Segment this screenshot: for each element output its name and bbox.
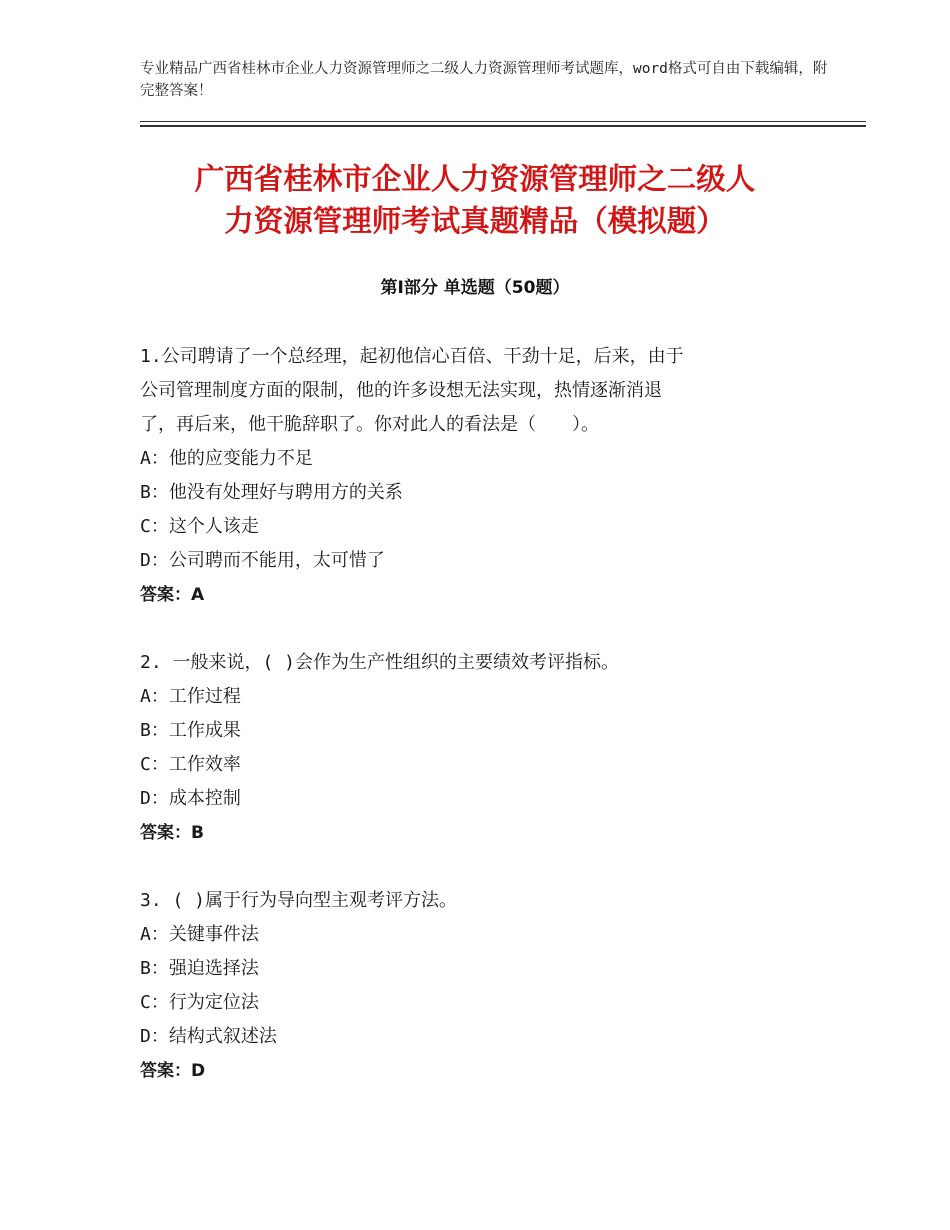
option-b: B：强迫选择法 — [140, 958, 259, 979]
question-2 — [140, 646, 820, 850]
question-stem-line: 公司管理制度方面的限制，他的许多设想无法实现，热情逐渐消退 — [140, 380, 662, 401]
option-b: B：他没有处理好与聘用方的关系 — [140, 482, 403, 503]
section-title: 第Ⅰ部分 单选题（50题） — [380, 278, 570, 298]
question-stem-line: 1.公司聘请了一个总经理，起初他信心百倍、干劲十足，后来，由于 — [140, 346, 684, 367]
answer-label: 答案：B — [140, 823, 204, 843]
option-a: A：关键事件法 — [140, 924, 259, 945]
option-c: C：这个人该走 — [140, 516, 259, 537]
option-c: C：工作效率 — [140, 754, 241, 775]
option-b: B：工作成果 — [140, 720, 241, 741]
answer-label: 答案：D — [140, 1061, 206, 1081]
header-rule-thick — [140, 125, 866, 127]
title-line-2: 力资源管理师考试真题精品（模拟题） — [224, 204, 726, 238]
document-title — [100, 158, 850, 242]
option-d: D：公司聘而不能用，太可惜了 — [140, 550, 385, 571]
option-c: C：行为定位法 — [140, 992, 259, 1013]
question-stem-line: 2. 一般来说，( )会作为生产性组织的主要绩效考评指标。 — [140, 652, 620, 673]
option-d: D：成本控制 — [140, 788, 241, 809]
header-note: 专业精品广西省桂林市企业人力资源管理师之二级人力资源管理师考试题库，word格式可自由下载编辑，附完整答案！ — [140, 61, 828, 99]
option-d: D：结构式叙述法 — [140, 1026, 277, 1047]
question-list — [140, 340, 820, 1122]
option-a: A：工作过程 — [140, 686, 241, 707]
question-stem-line: 了，再后来，他干脆辞职了。你对此人的看法是（ ）。 — [140, 414, 599, 435]
option-a: A：他的应变能力不足 — [140, 448, 313, 469]
header-rule-thin — [140, 121, 866, 122]
title-line-1: 广西省桂林市企业人力资源管理师之二级人 — [194, 162, 756, 196]
question-stem-line: 3. ( )属于行为导向型主观考评方法。 — [140, 890, 458, 911]
question-1 — [140, 340, 820, 612]
answer-label: 答案：A — [140, 585, 205, 605]
question-3 — [140, 884, 820, 1088]
